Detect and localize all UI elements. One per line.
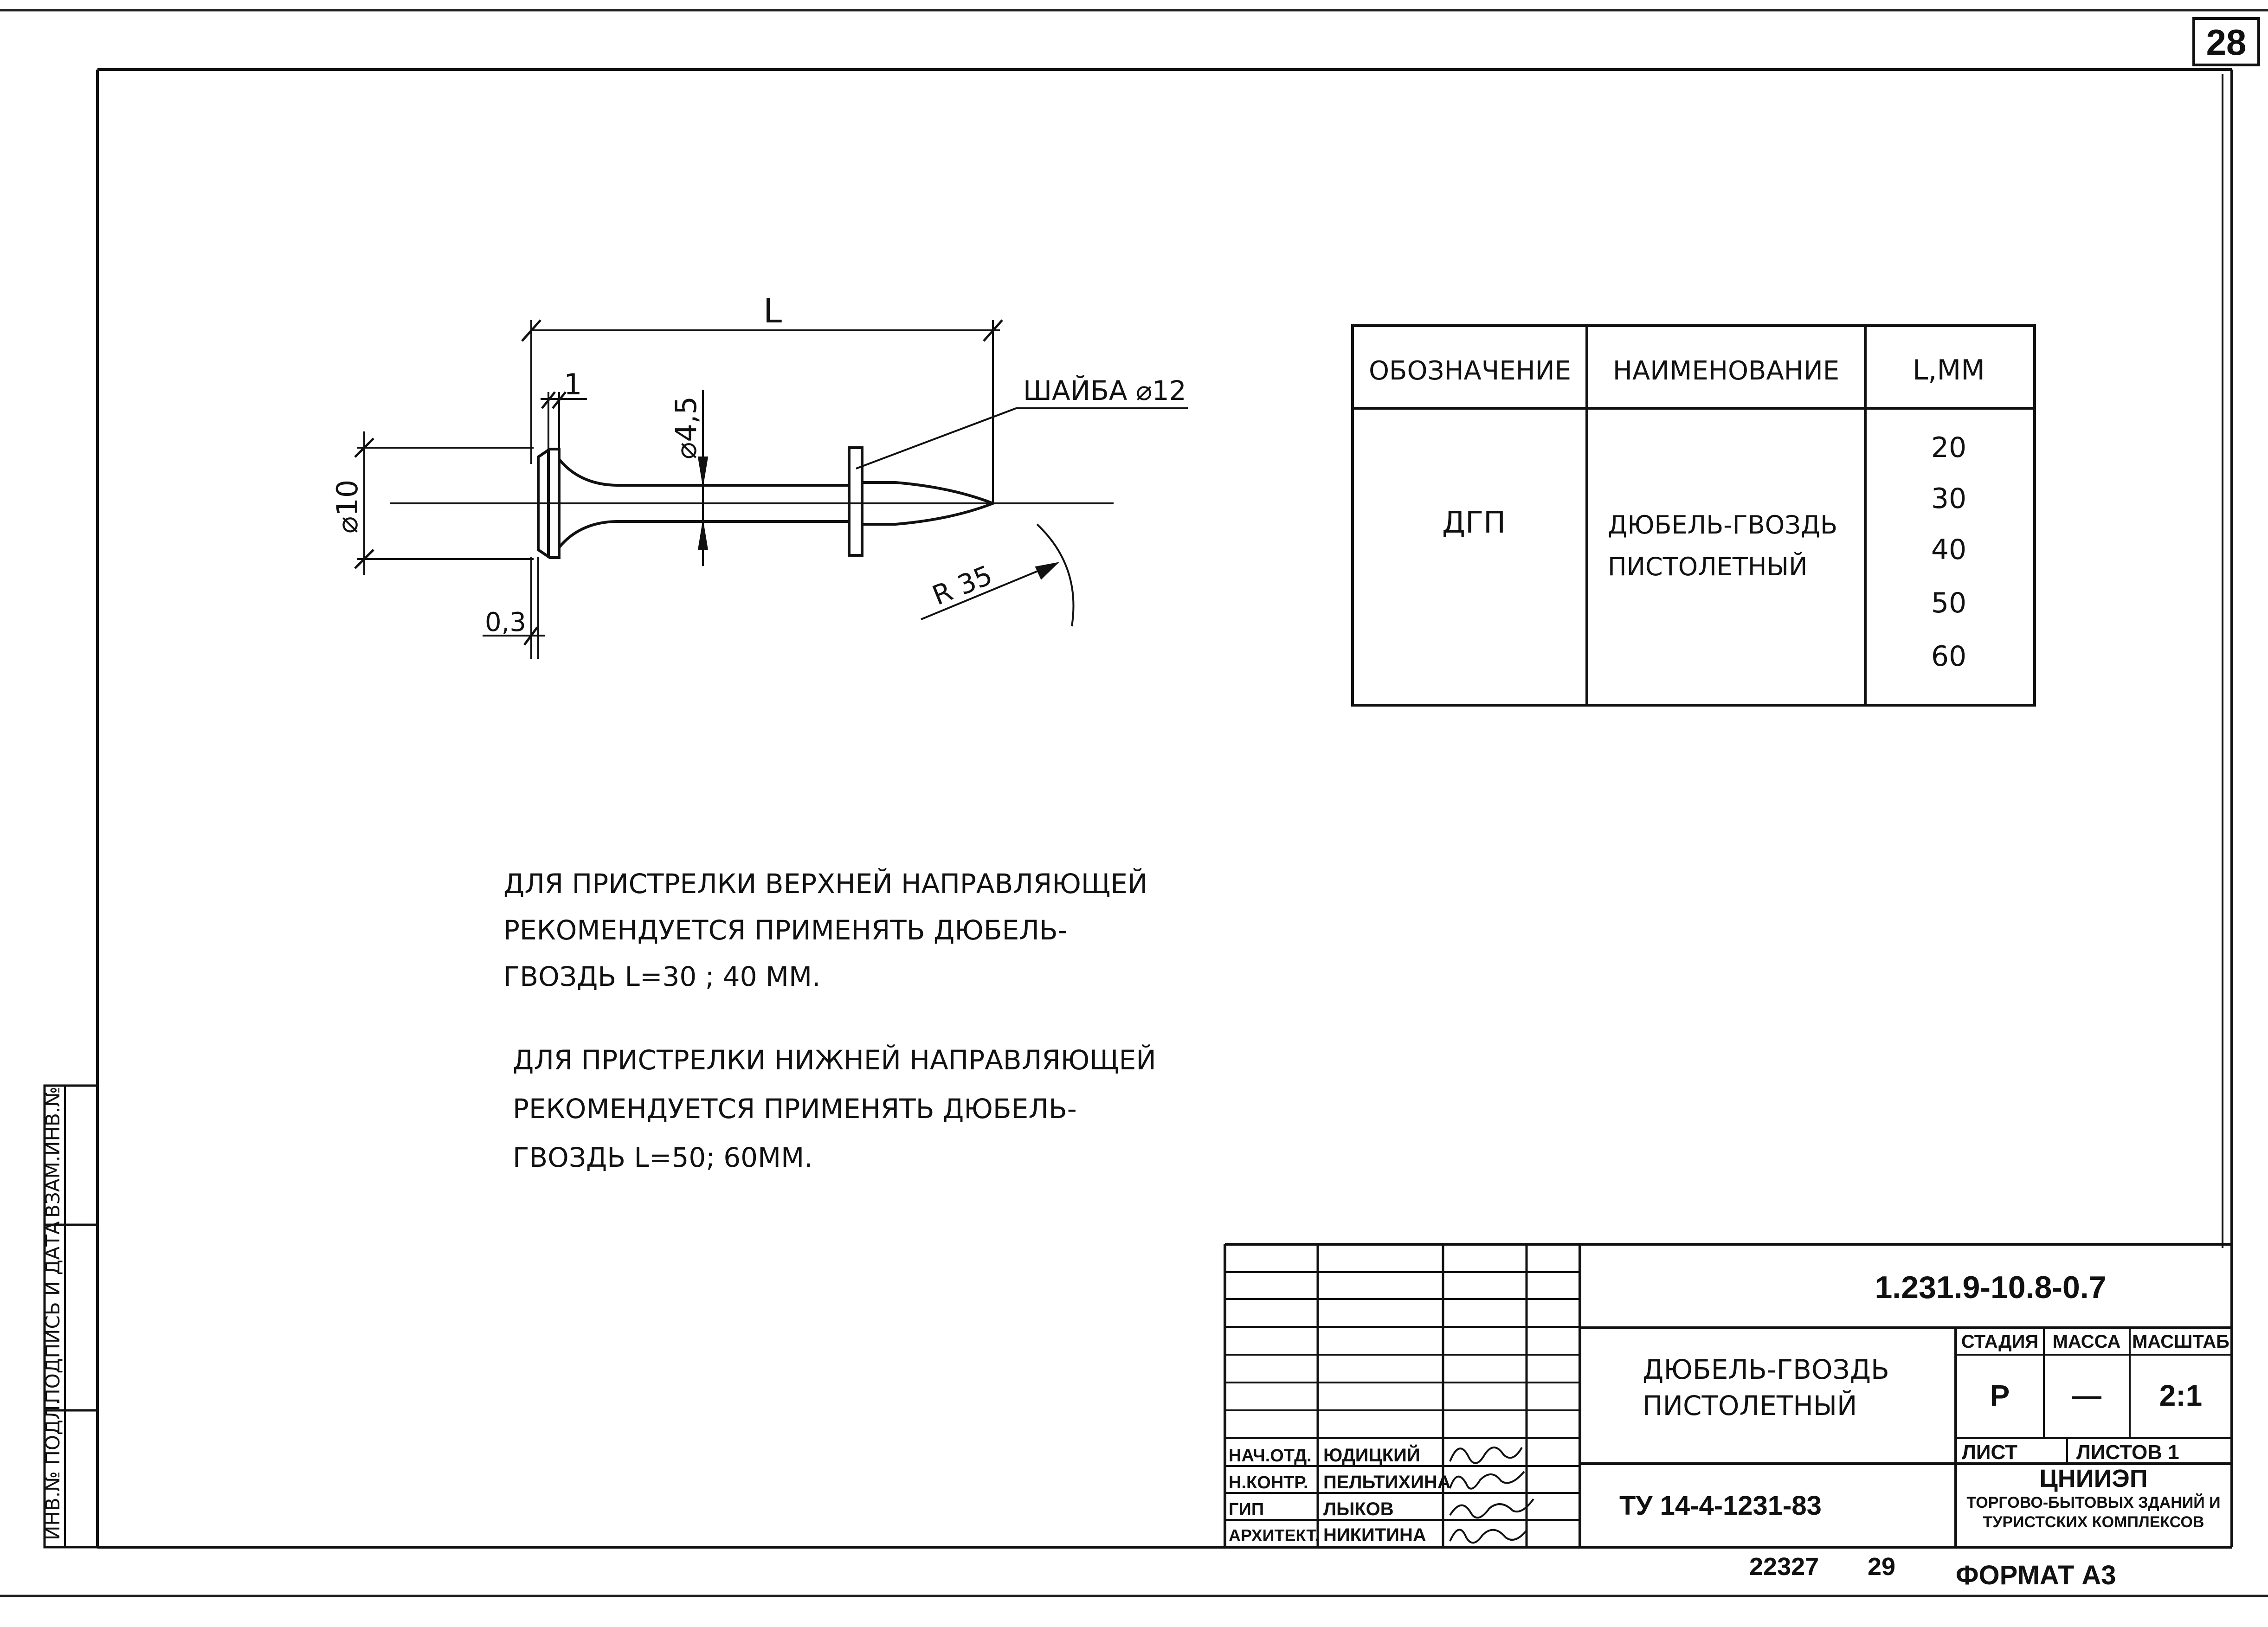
- sheet-number-box: [2194, 19, 2259, 65]
- format-label: ФОРМАТ А3: [1956, 1560, 2116, 1590]
- signature-rows: [1229, 1444, 1451, 1545]
- org-line3: ТУРИСТСКИХ КОМПЛЕКСОВ: [1983, 1513, 2204, 1531]
- signature-scribbles: [1450, 1447, 1533, 1543]
- standard-number: ТУ 14-4-1231-83: [1619, 1491, 1822, 1521]
- archive-sheet: 29: [1868, 1553, 1896, 1581]
- product-name-line2: ПИСТОЛЕТНЫЙ: [1643, 1390, 1857, 1421]
- spec-name-line1: ДЮБЕЛЬ-ГВОЗДЬ: [1608, 510, 1838, 540]
- note1-line2: РЕКОМЕНДУЕТСЯ ПРИМЕНЯТЬ ДЮБЕЛЬ-: [503, 914, 1068, 946]
- dim-washer-label: ШАЙБА ⌀12: [1023, 375, 1186, 406]
- sig-name: НИКИТИНА: [1323, 1525, 1426, 1545]
- sig-name: ЛЫКОВ: [1323, 1499, 1394, 1519]
- product-name-line1: ДЮБЕЛЬ-ГВОЗДЬ: [1643, 1354, 1889, 1385]
- mass-label: МАССА: [2052, 1331, 2121, 1352]
- nail-drawing: [355, 320, 1188, 659]
- sheet-number: 28: [2206, 22, 2247, 63]
- drawing-code: 1.231.9-10.8-0.7: [1875, 1270, 2107, 1305]
- spec-header-name: НАИМЕНОВАНИЕ: [1612, 356, 1840, 386]
- dim-radius-label: R 35: [928, 559, 997, 611]
- dim-head-thickness-label: 1: [564, 367, 582, 401]
- spec-header-designation: ОБОЗНАЧЕНИЕ: [1368, 356, 1572, 386]
- sig-role: ГИП: [1229, 1500, 1264, 1519]
- dim-length-label: L: [763, 291, 782, 330]
- note2-line3: ГВОЗДЬ L=50; 60ММ.: [513, 1142, 813, 1173]
- note2-line1: ДЛЯ ПРИСТРЕЛКИ НИЖНЕЙ НАПРАВЛЯЮЩЕЙ: [513, 1044, 1156, 1076]
- scale-label: МАСШТАБ: [2132, 1331, 2229, 1352]
- org-line2: ТОРГОВО-БЫТОВЫХ ЗДАНИЙ И: [1966, 1494, 2221, 1511]
- sig-role: НАЧ.ОТД.: [1229, 1446, 1312, 1466]
- dim-shank-label: ⌀4,5: [669, 396, 703, 459]
- scale-value: 2:1: [2159, 1379, 2203, 1412]
- spec-length-item: 50: [1931, 587, 1967, 619]
- dim-gap-label: 0,3: [485, 607, 527, 637]
- spec-length-item: 60: [1931, 640, 1967, 673]
- spec-length-item: 40: [1931, 534, 1967, 566]
- sig-role: АРХИТЕКТ.: [1229, 1526, 1320, 1545]
- org-line1: ЦНИИЭП: [2039, 1465, 2148, 1492]
- spec-designation: ДГП: [1442, 506, 1506, 540]
- spec-length-item: 20: [1931, 431, 1967, 464]
- dim-head-label: ⌀10: [330, 479, 364, 534]
- washer: [849, 448, 862, 555]
- sheets-label: ЛИСТОВ 1: [2076, 1441, 2179, 1464]
- notes: [503, 868, 1156, 1173]
- sig-name: ПЕЛЬТИХИНА: [1323, 1472, 1451, 1492]
- sheet-label: ЛИСТ: [1962, 1441, 2018, 1464]
- note2-line2: РЕКОМЕНДУЕТСЯ ПРИМЕНЯТЬ ДЮБЕЛЬ-: [513, 1093, 1077, 1125]
- stage-label: СТАДИЯ: [1961, 1331, 2039, 1352]
- mass-value: —: [2072, 1379, 2101, 1412]
- spec-header-length: L,ММ: [1912, 354, 1985, 386]
- left-margin-stamp: [41, 1086, 97, 1547]
- note1-line3: ГВОЗДЬ L=30 ; 40 ММ.: [503, 961, 821, 992]
- archive-number: 22327: [1749, 1553, 1819, 1581]
- spec-length-item: 30: [1931, 482, 1967, 515]
- sig-name: ЮДИЦКИЙ: [1323, 1445, 1420, 1466]
- note1-line1: ДЛЯ ПРИСТРЕЛКИ ВЕРХНЕЙ НАПРАВЛЯЮЩЕЙ: [503, 868, 1148, 900]
- main-frame: [97, 70, 2232, 1547]
- sig-role: Н.КОНТР.: [1229, 1473, 1308, 1492]
- spec-name-line2: ПИСТОЛЕТНЫЙ: [1608, 552, 1808, 581]
- inv-podl-label: ИНВ.№ ПОДЛ.: [41, 1399, 64, 1540]
- podpis-data-label: ПОДПИСЬ И ДАТА: [41, 1221, 64, 1403]
- spec-lengths: [1931, 431, 1966, 673]
- vzam-inv-label: ВЗАМ.ИНВ.№: [41, 1087, 64, 1218]
- stage-value: Р: [1990, 1379, 2010, 1412]
